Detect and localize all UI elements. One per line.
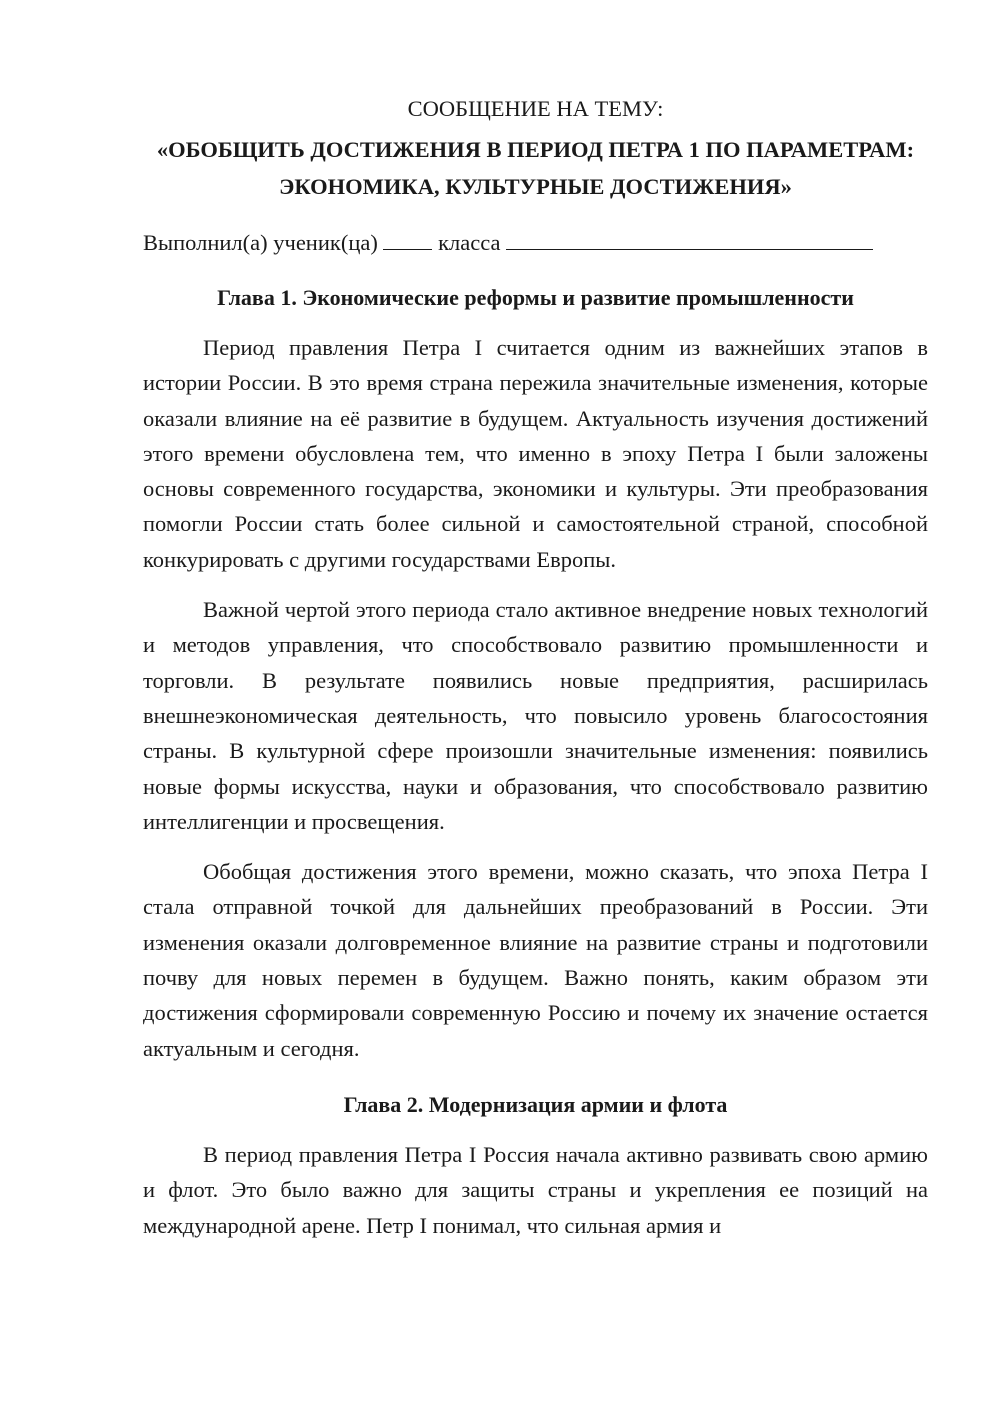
chapter-2-paragraph: В период правления Петра I Россия начала активно развивать свою армию и флот. Это было важно для защиты страны и укрепления ее позиций на международной арене. Петр I понимал, что сильная армия и — [143, 1141, 928, 1238]
author-label: Выполнил(а) ученик(ца) — [143, 230, 378, 255]
document-topic: СООБЩЕНИЕ НА ТЕМУ: — [407, 96, 664, 121]
class-label: класса — [438, 230, 501, 255]
chapter-2-heading: Глава 2. Модернизация армии и флота — [343, 1091, 728, 1117]
document-page — [143, 92, 928, 1258]
chapter-1-paragraph: Важной чертой этого периода стало активное внедрение новых технологий и методов управления, что способствовало развитию промышленности и торговли. В результате появились новые предприятия, расширилась внешнеэкономическая деятельность, что повысило уровень благосостояния страны. В культурной сфере произошли значительные изменения: появились новые формы искусства, науки и образования, что способствовало развитию интеллигенции и просвещения. — [143, 597, 928, 834]
grade-blank — [383, 229, 432, 250]
document-title: «ОБОБЩИТЬ ДОСТИЖЕНИЯ В ПЕРИОД ПЕТРА 1 ПО ПАРАМЕТРАМ: ЭКОНОМИКА, КУЛЬТУРНЫЕ ДОСТИЖЕНИЯ» — [156, 137, 915, 199]
author-line — [143, 226, 928, 260]
chapter-1-paragraph: Обобщая достижения этого времени, можно сказать, что эпоха Петра I стала отправной точкой для дальнейших преобразований в России. Эти изменения оказали долговременное влияние на развитие страны и подготовили почву для новых перемен в будущем. Важно понять, каким образом эти достижения сформировали современную Россию и почему их значение остается актуальным и сегодня. — [143, 859, 928, 1061]
chapter-1-paragraph: Период правления Петра I считается одним из важнейших этапов в истории России. В это время страна пережила значительные изменения, которые оказали влияние на её развитие в будущем. Актуальность изучения достижений этого времени обусловлена тем, что именно в эпоху Петра I были заложены основы современного государства, экономики и культуры. Эти преобразования помогли России стать более сильной и самостоятельной страной, способной конкурировать с другими государствами Европы. — [143, 335, 928, 572]
chapter-1-heading: Глава 1. Экономические реформы и развитие промышленности — [217, 285, 854, 310]
name-blank — [506, 229, 873, 250]
